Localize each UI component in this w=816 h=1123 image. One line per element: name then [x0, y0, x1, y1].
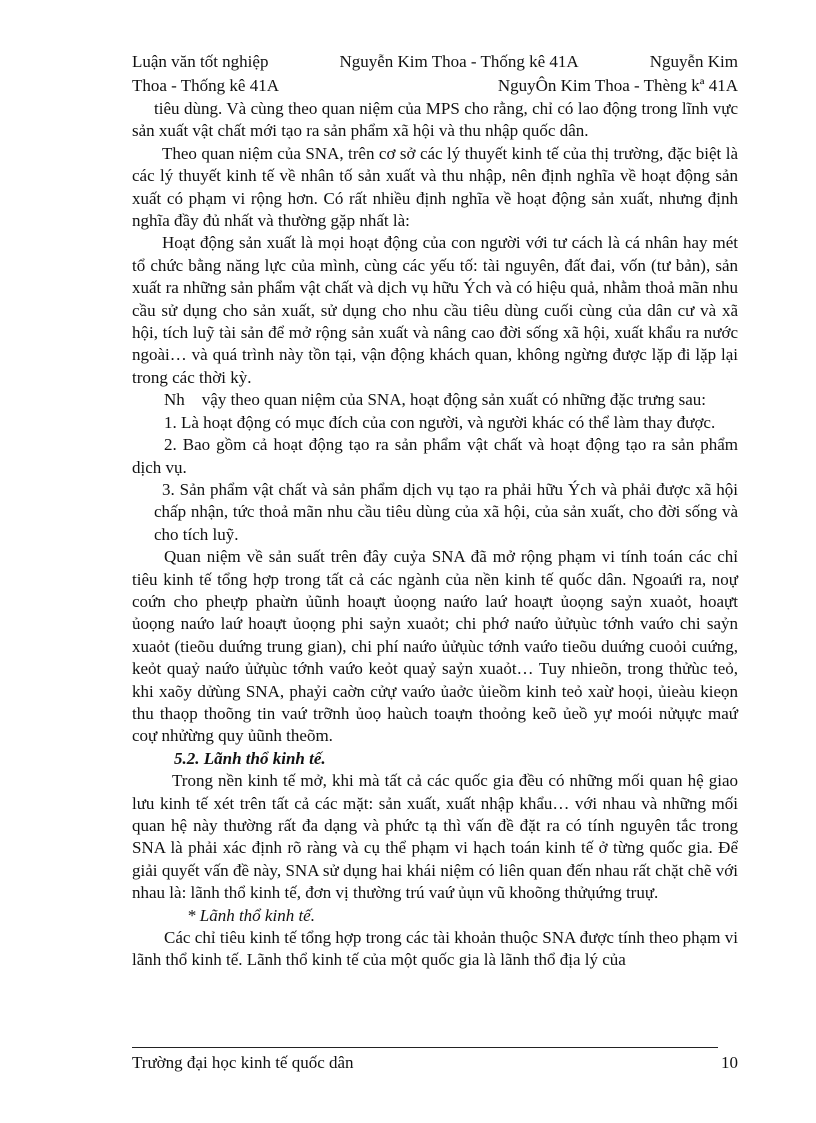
- header-row-1: [132, 50, 738, 74]
- paragraph-open-economy: Trong nền kinh tế mở, khi mà tất cả các quốc gia đều có những mối quan hệ giao lưu kinh tế xét trên tất cả các mặt: sản xuất, xuất nhập khẩu… với nhau và những mối quan hệ này thường rất đa dạng và phức tạ thì vấn đề đặt ra có tính nguyên tắc trong SNA là phải xác định rõ ràng và cụ thể phạm vi hạch toán kinh tế ở từng quốc gia. Để giải quyết vấn đề này, SNA sử dụng hai khái niệm có liên quan đến nhau rất chặt chẽ với nhau là: lãnh thổ kinh tế, đơn vị thường trú vaứ ủụn vũ khoõng thửụứng truự.: [132, 771, 738, 903]
- list-item-2: 2. Bao gồm cả hoạt động tạo ra sản phẩm vật chất và hoạt động tạo ra sản phẩm dịch vụ.: [132, 435, 738, 477]
- list-item-3: 3. Sản phẩm vật chất và sản phẩm dịch vụ tạo ra phải hữu Ých và phải được xã hội chấp nhận, tức thoả mãn nhu cầu tiêu dùng của xã hội, của sản xuất, cho đời sống và cho tích luỹ.: [154, 479, 738, 544]
- page-number: 10: [721, 1053, 738, 1072]
- header-title: Luận văn tốt nghiệp: [132, 52, 269, 71]
- paragraph-definition: Hoạt động sản xuất là mọi hoạt động của con người với tư cách là cá nhân hay mét tổ chức bằng năng lực của mình, cùng các yếu tố: tài nguyên, đất đai, vốn (tư bản), sản xuất ra những sản phẩm vật chất và dịch vụ hữu Ých và có hiệu quả, nhằm thoả mãn nhu cầu sử dụng cho sản xuất, sử dụng cho nhu cầu tiêu dùng cuối cùng của dân cư và xã hội, tích luỹ tài sản để mở rộng sản xuất và nâng cao đời sống xã hội, xuất khẩu ra nước ngoài… và quá trình này tồn tại, vận động khách quan, không ngừng được lặp đi lặp lại trong các thời kỳ.: [132, 233, 738, 387]
- header-row-2: [132, 74, 738, 98]
- paragraph-sna-concept: Theo quan niệm của SNA, trên cơ sở các lý thuyết kinh tế của thị trường, đặc biệt là các lý thuyết kinh tế về nhân tố sản xuất và thu nhập, nên định nghĩa về hoạt động sản xuất có phạm vi rộng hơn. Có rất nhiều định nghĩa về hoạt động sản xuất, nhưng định nghĩa đầy đủ nhất và thường gặp nhất là:: [132, 143, 738, 231]
- list-item-1: 1. Là hoạt động có mục đích của con người, và người khác có thể làm thay được.: [164, 412, 716, 432]
- header-author-garbled: NguyÔn Kim Thoa - Thèng kª 41A: [497, 76, 738, 95]
- paragraph-territory: Các chỉ tiêu kinh tế tổng hợp trong các tài khoản thuộc SNA được tính theo phạm vi lãnh thổ kinh tế. Lãnh thổ kinh tế của một quốc gia là lãnh thổ địa lý của: [132, 928, 738, 970]
- paragraph-continuation: tiêu dùng. Và cùng theo quan niệm của MPS cho rằng, chỉ có lao động trong lĩnh vực sản xuất vật chất mới tạo ra sản phẩm xã hội và thu nhập quốc dân.: [132, 99, 738, 141]
- section-heading: 5.2. Lãnh thổ kinh tế.: [174, 748, 326, 768]
- footer-divider: [132, 1047, 718, 1048]
- document-body: [132, 98, 738, 972]
- paragraph-sna-scope: Quan niệm về sản suất trên đây cuỷa SNA đã mở rộng phạm vi tính toán các chỉ tiêu kinh tế tổng hợp trong tất cả các ngành của nền kinh tế quốc dân. Ngoaứi ra, noự coứn cho pheựp phaừn ủũnh hoaựt ủoọng naứo laứ hoaựt ủoọng saỷn xuaỏt, hoaựt ủoọng naứo laứ hoaựt ủoọng phi saỷn xuaỏt; chi phớ naứo ủửụùc tớnh vaứo chi saỷn xuaỏt (tieõu duứng trung gian), chi phí naứo ủửụùc tớnh vaứo tieõu duứng cuoỏi cuứng, keỏt quaỷ naứo ủửụùc tớnh vaứo keỏt quaỷ saỷn xuaỏt… Tuy nhieõn, trong thửùc teỏ, khi xaõy dửùng SNA, phaỷi caờn cửự vaứo ủaởc ủieồm kinh teỏ xaừ hoọi, ủieàu kieọn thu thaọp thoõng tin vaứ trỡnh ủoọ haùch toaựn thoỏng keõ ủeồ yự moói nửụực maứ coự nhửừng quy ủũnh theõm.: [132, 547, 738, 746]
- header-author: Nguyễn Kim Thoa - Thống kê 41A: [339, 52, 579, 71]
- header-author-repeat: Nguyễn Kim: [649, 52, 738, 71]
- page-footer: [132, 1053, 738, 1073]
- star-item-territory: * Lãnh thổ kinh tế.: [187, 905, 315, 925]
- paragraph-features-intro: Nh vậy theo quan niệm của SNA, hoạt động sản xuất có những đặc trưng sau:: [164, 390, 707, 410]
- page-header: [132, 50, 738, 98]
- footer-school: Trường đại học kinh tế quốc dân: [132, 1053, 354, 1072]
- header-author-cont: Thoa - Thống kê 41A: [132, 76, 279, 95]
